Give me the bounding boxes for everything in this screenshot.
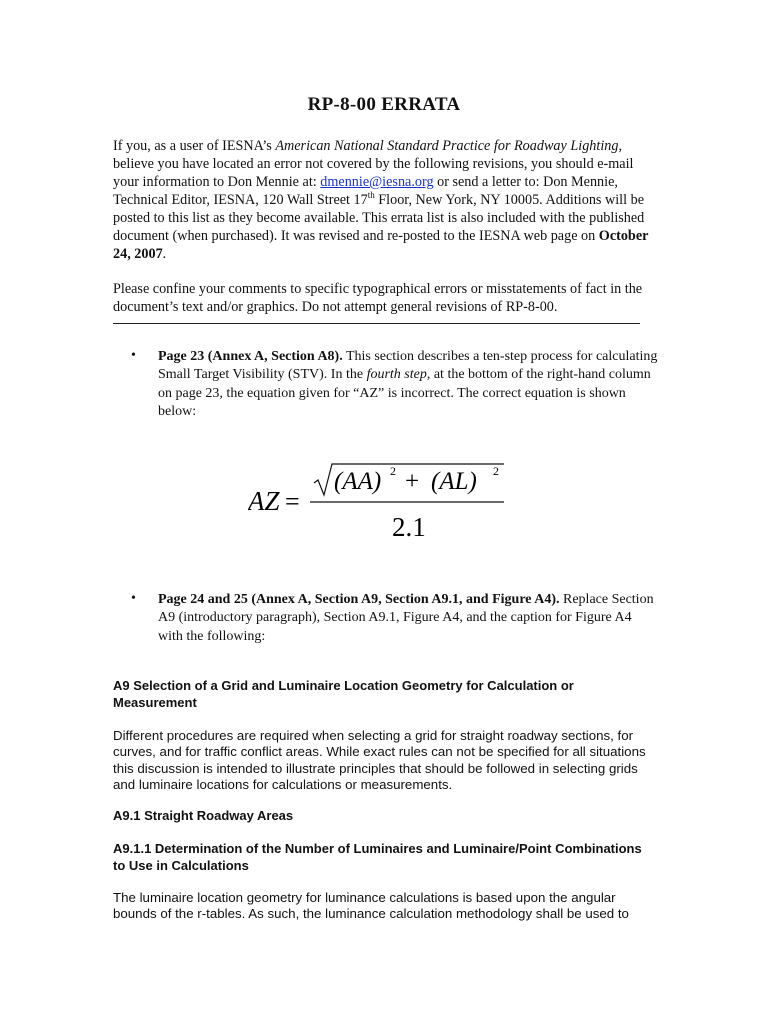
equation-plus: + (405, 468, 420, 495)
bullet-1-italic: fourth step (366, 367, 427, 383)
equation-equals: = (285, 487, 300, 516)
intro-text-2: , believe you have located an error not covered by the following revisions, you should e-mail your information to Don Mennie at: (113, 138, 634, 190)
bullet-1-text-1: This section describes a ten-step process for calculating Small Target Visibility (STV). In the (158, 349, 658, 383)
equation-exponent-2: 2 (493, 464, 499, 478)
intro-text-5: . (162, 246, 167, 262)
a9-heading: A9 Selection of a Grid and Luminaire Location Geometry for Calculation or Measurement (113, 678, 574, 710)
a91-heading: A9.1 Straight Roadway Areas (113, 808, 294, 823)
email-link[interactable]: dmennie@iesna.org (320, 174, 434, 190)
bullet-page-23 (158, 348, 658, 422)
equation-exponent-1: 2 (390, 464, 396, 478)
comments-paragraph: Please confine your comments to specific typographical errors or misstatements of fact in the document’s text and/or graphics. Do not attempt general revisions of RP-8-00. (113, 281, 643, 315)
a911-heading: A9.1.1 Determination of the Number of Luminaires and Luminaire/Point Combinations to Use in Calculations (113, 841, 642, 873)
bullet-marker: • (131, 348, 136, 363)
standard-title: American National Standard Practice for Roadway Lighting (275, 138, 619, 154)
equation-term-aa: (AA) (334, 468, 382, 495)
separator-rule (113, 323, 640, 324)
bullet-page-24-25 (158, 591, 658, 646)
intro-text-1: If you, as a user of IESNA’s (113, 138, 276, 154)
intro-text-3: or send a letter to: Don Mennie, Technical Editor, IESNA, 120 Wall Street 17 (113, 174, 618, 208)
page-title: RP-8-00 ERRATA (307, 94, 461, 115)
bullet-1-text-2: , at the bottom of the right-hand column on page 23, the equation given for “AZ” is incorrect. The correct equation is shown below: (158, 367, 651, 420)
intro-text-4: Floor, New York, NY 10005. Additions will be posted to this list as they become available. This errata list is also included with the published document (when purchased). It was revised and re-posted to the IESNA web page on (113, 192, 645, 244)
a9-paragraph: Different procedures are required when selecting a grid for straight roadway sections, for curves, and for traffic conflict areas. While exact rules can not be specified for all situations this discussion is intended to illustrate principles that should be followed in selecting grids and luminaire locations for calculations or measurements. (113, 728, 646, 793)
a911-paragraph: The luminaire location geometry for luminance calculations is based upon the angular bounds of the r-tables. As such, the luminance calculation methodology shall be used to (113, 890, 629, 922)
equation-graphic (248, 458, 518, 548)
bullet-1-heading: Page 23 (Annex A, Section A8). (158, 349, 343, 364)
intro-paragraph (113, 137, 658, 263)
revision-date: October 24, 2007 (113, 228, 649, 262)
equation-lhs: AZ (248, 486, 280, 516)
bullet-2-heading: Page 24 and 25 (Annex A, Section A9, Section A9.1, and Figure A4). (158, 592, 560, 607)
equation-denominator: 2.1 (392, 512, 426, 542)
az-equation (248, 458, 518, 548)
floor-superscript: th (367, 190, 375, 200)
bullet-2-text: Replace Section A9 (introductory paragraph), Section A9.1, Figure A4, and the caption for Figure A4 with the following: (158, 592, 654, 644)
equation-term-al: (AL) (431, 468, 477, 495)
bullet-marker: • (131, 591, 136, 606)
